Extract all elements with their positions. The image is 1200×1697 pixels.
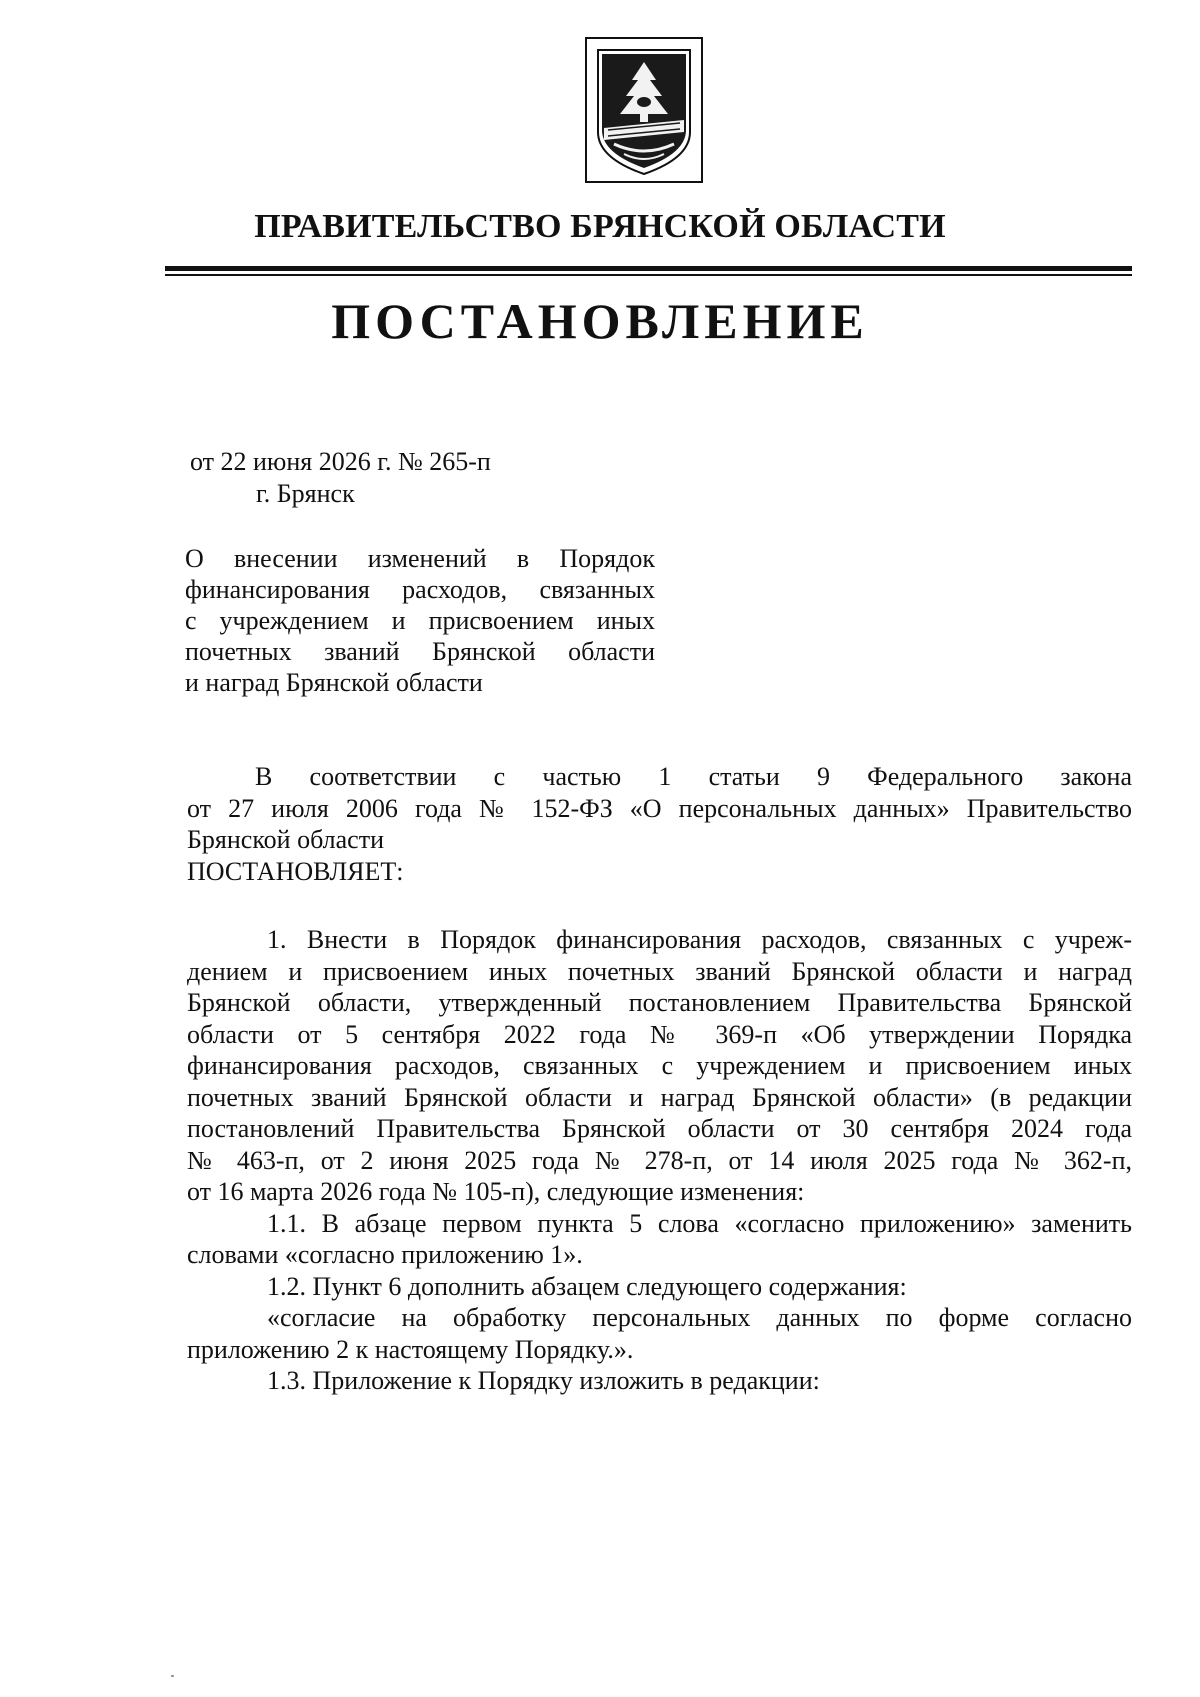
item-1-3-line: 1.3. Приложение к Порядку изложить в редакции: <box>267 1366 820 1395</box>
preamble-line: В соответствии с частью 1 статьи 9 Федерального закона <box>255 762 1132 791</box>
subject-line: финансирования расходов, связанных <box>185 575 655 604</box>
item-1-2-line: «согласие на обработку персональных данных по форме согласно <box>267 1303 1132 1332</box>
scan-artifact <box>171 1675 174 1677</box>
item-1-2-line: 1.2. Пункт 6 дополнить абзацем следующего содержания: <box>267 1271 907 1301</box>
preamble <box>187 761 1132 887</box>
subject-line: и наград Брянской области <box>185 668 483 697</box>
subject-line: с учреждением и присвоением иных <box>185 606 655 635</box>
coat-of-arms-emblem <box>584 36 704 184</box>
government-title: ПРАВИТЕЛЬСТВО БРЯНСКОЙ ОБЛАСТИ <box>254 208 946 245</box>
preamble-line: Брянской области <box>187 825 384 854</box>
header-rule-thick <box>165 266 1132 271</box>
item-line: финансирования расходов, связанных с учреждением и присвоением иных <box>187 1051 1132 1080</box>
resolves-keyword: ПОСТАНОВЛЯЕТ: <box>187 856 404 886</box>
document-city: г. Брянск <box>256 479 355 508</box>
header-rule-thin <box>165 274 1132 276</box>
item-1-1-line: 1.1. В абзаце первом пункта 5 слова «согласно приложению» заменить <box>267 1208 1132 1238</box>
item-line: почетных званий Брянской области и наград Брянской области» (в редакции <box>187 1082 1132 1112</box>
item-line: области от 5 сентября 2022 года № 369-п «Об утверждении Порядка <box>187 1019 1132 1049</box>
document-date-number: от 22 июня 2026 г. № 265-п <box>190 447 491 476</box>
item-1-2-line: приложению 2 к настоящему Порядку.». <box>187 1334 634 1364</box>
item-line: Брянской области, утвержденный постановлением Правительства Брянской <box>187 988 1132 1017</box>
preamble-line: от 27 июля 2006 года № 152-ФЗ «О персональных данных» Правительство <box>187 793 1132 823</box>
item-line: дением и присвоением иных почетных званий Брянской области и наград <box>187 956 1132 986</box>
subject-line: почетных званий Брянской области <box>185 637 655 666</box>
subject-line: О внесении изменений в Порядок <box>185 544 655 573</box>
item-1-1-line: словами «согласно приложению 1». <box>187 1240 583 1269</box>
item-line: № 463-п, от 2 июня 2025 года № 278-п, от 14 июля 2025 года № 362-п, <box>187 1145 1132 1175</box>
item-line: постановлений Правительства Брянской области от 30 сентября 2024 года <box>187 1114 1132 1143</box>
item-line: от 16 марта 2026 года № 105-п), следующие изменения: <box>187 1177 805 1206</box>
document-type-heading: ПОСТАНОВЛЕНИЕ <box>331 293 869 349</box>
document-subject <box>185 543 655 698</box>
item-line: 1. Внести в Порядок финансирования расходов, связанных с учреж- <box>267 925 1132 954</box>
item-1 <box>187 924 1132 1397</box>
